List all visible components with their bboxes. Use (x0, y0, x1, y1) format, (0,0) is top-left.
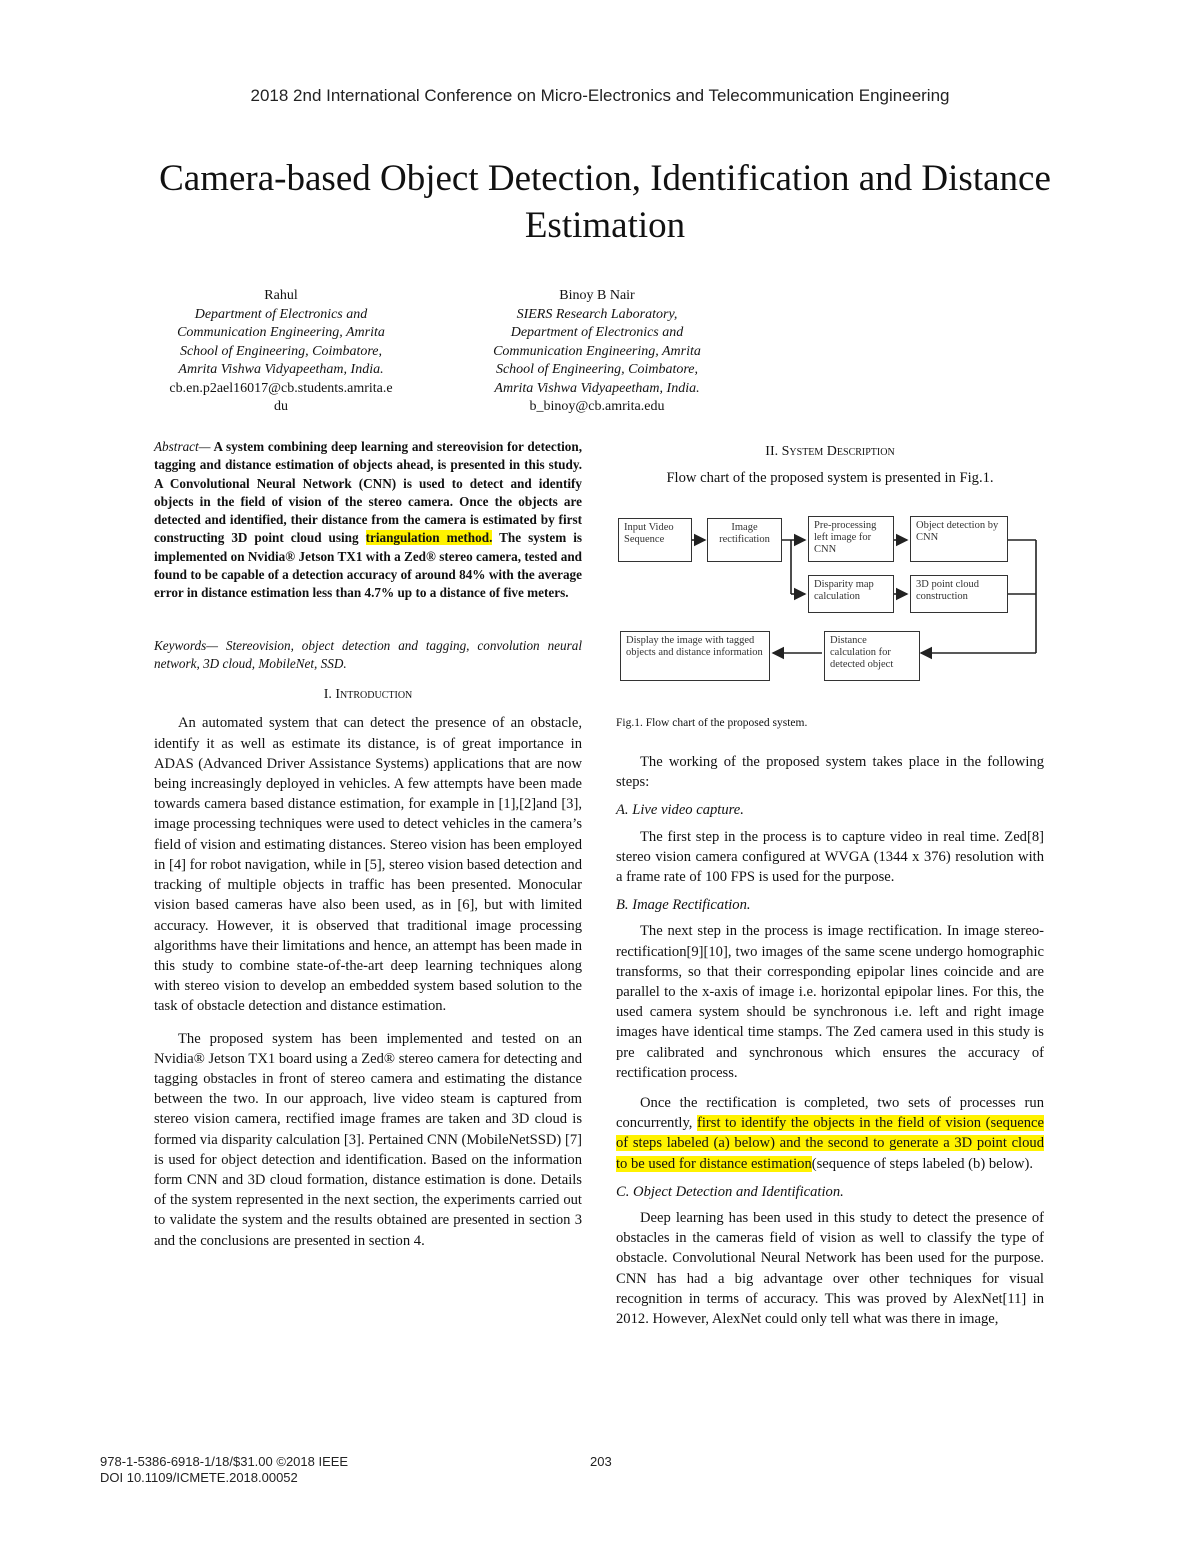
author-affiliation-line: Department of Electronics and (510, 325, 684, 340)
author-affiliation-line: Department of Electronics and (194, 306, 368, 322)
flow-preprocessing: Pre-processing left image for CNN (808, 516, 894, 562)
flow-chart-figure (612, 507, 1052, 695)
subsection-b-text: The next step in the process is image rectification. In image stereo-rectification[9][10], two images of the same scene undergo homographic transforms, so that their corresponding epipolar lines coincide and are parallel to the x-axis of image i.e. horizontal epipolar lines. For this, the used camera system should be synchronous i.e. left and right image images have identical time stamps. The Zed camera used in this study is pre calibrated and synchronous which ensures the accuracy of rectification process. (616, 923, 1044, 1081)
author-block-1 (150, 287, 412, 417)
author-affiliation-line: Amrita Vishwa Vidyapeetham, India. (494, 380, 700, 396)
author-affiliation-line: School of Engineering, Coimbatore, (179, 343, 383, 359)
author-affiliation-line: Communication Engineering, Amrita (177, 325, 385, 340)
footer-copyright (100, 1454, 348, 1486)
paper-title: Camera-based Object Detection, Identification and Distance Estimation (159, 158, 1051, 246)
abstract (154, 438, 582, 603)
author-email-cont: du (274, 399, 288, 414)
author-affiliation-line: School of Engineering, Coimbatore, (495, 362, 699, 377)
author-email: cb.en.p2ael16017@cb.students.amrita.e (169, 380, 393, 396)
abstract-label: Abstract— (154, 439, 211, 454)
right-column-body (616, 752, 1044, 1329)
subsection-a-heading: A. Live video capture. (616, 802, 744, 819)
author-block-2 (466, 287, 728, 417)
intro-paragraph-1: An automated system that can detect the presence of an obstacle, identify it as well as estimate its distance, is of great importance in ADAS (Advanced Driver Assistance Systems) applications that are now being increasingly deployed in vehicles. A few attempts have been made towards camera based distance estimation, for example in [1],[2]and [3], image processing techniques were used to detect vehicles in the camera’s field of vision and estimating distances. Stereo vision has been employed in [4] for robot navigation, while in [5], stereo vision based detection and tracking of multiple objects in traffic has been presented. Monocular vision based cameras have also been used, as in [6], but with limited accuracy. However, it is observed that traditional image processing algorithms have their limitations and hence, an attempt has been made in this study to combine state-of-the-art deep learning techniques along with stereo vision to develop an embedded system based solution to the task of obstacle detection and distance estimation. (154, 715, 582, 1015)
left-column (154, 438, 582, 1251)
keywords: Keywords— Stereovision, object detection and tagging, convolution neural network, 3D cloud, MobileNet, SSD. (154, 637, 582, 671)
system-intro: Flow chart of the proposed system is presented in Fig.1. (666, 470, 994, 487)
author-email: b_binoy@cb.amrita.edu (529, 399, 665, 414)
abstract-text: A system combining deep learning and stereovision for detection, tagging and distance estimation of objects ahead, is presented in this study. A Convolutional Neural Network (CNN) is used to detect and identify objects in the field of vision of the stereo camera. Once the objects are detected and identified, their distance from the camera is estimated by first constructing 3D point cloud using (154, 439, 582, 546)
author-affiliation-line: Communication Engineering, Amrita (493, 343, 701, 359)
flow-distance-calculation: Distance calculation for detected object (824, 631, 920, 681)
right-column-top (616, 442, 1044, 488)
subsection-c-heading: C. Object Detection and Identification. (616, 1183, 844, 1200)
page-number: 203 (590, 1454, 612, 1469)
conference-header: 2018 2nd International Conference on Micro-Electronics and Telecommunication Engineering (250, 86, 950, 105)
flow-display-output: Display the image with tagged objects and distance information (620, 631, 770, 681)
author-name: Rahul (264, 288, 298, 303)
flow-object-detection: Object detection by CNN (910, 516, 1008, 562)
subsection-c-text: Deep learning has been used in this study to detect the presence of obstacles in the cameras field of vision as well to classify the type of obstacle. Convolutional Neural Network has been used for the purpose. CNN has had a big advantage over other techniques for visual recognition in terms of accuracy. This was proved by AlexNet[11] in 2012. However, AlexNet could only tell what was there in image, (616, 1210, 1044, 1328)
abstract-highlight: triangulation method. (365, 530, 493, 546)
subsection-a-text: The first step in the process is to capture video in real time. Zed[8] stereo vision camera configured at WVGA (1344 x 376) resolution with a frame rate of 100 FPS is used for the purpose. (616, 828, 1044, 886)
flow-image-rectification: Image rectification (707, 518, 782, 562)
footer-isbn: 978-1-5386-6918-1/18/$31.00 ©2018 IEEE (100, 1454, 349, 1469)
highlighted-text: first to identify the objects in the field of vision (sequence of steps labeled (a) below) and the second to generate a 3D point cloud to be used for distance estimation (616, 1115, 1044, 1172)
flow-point-cloud: 3D point cloud construction (910, 575, 1008, 613)
intro-paragraph-2: The proposed system has been implemented and tested on an Nvidia® Jetson TX1 board using a Zed® stereo camera for detecting and tagging obstacles in front of stereo camera and estimating the distance between the two. In our approach, live video steam is captured from stereo vision camera, rectified image frames are taken and 3D cloud is formed via disparity calculation [3]. Pertained CNN (MobileNetSSD) [7] is used for object detection and identification. Based on the information form CNN and 3D cloud formation, distance estimation is done. Details of the system represented in the next section, the experiments carried out to validate the system and the results obtained are presented in section 3 and the conclusions are presented in section 4. (154, 1030, 582, 1249)
abstract-text-cont: The system is implemented on Nvidia® Jetson TX1 with a Zed® stereo camera, tested and found to be capable of a detection accuracy of around 84% with the average error in distance estimation less than 4.7% up to a distance of five meters. (154, 530, 582, 601)
author-affiliation-line: Amrita Vishwa Vidyapeetham, India. (178, 362, 384, 377)
section-heading-intro: I. Introduction (323, 687, 413, 703)
section-heading-system: II. System Description (765, 444, 895, 459)
author-name: Binoy B Nair (559, 288, 635, 303)
author-affiliation-line: SIERS Research Laboratory, (516, 306, 678, 322)
figure-caption: Fig.1. Flow chart of the proposed system. (616, 717, 808, 729)
flow-input-video: Input Video Sequence (618, 518, 692, 562)
steps-intro: The working of the proposed system takes place in the following steps: (616, 754, 1044, 791)
subsection-b-heading: B. Image Rectification. (616, 897, 751, 914)
footer-doi: DOI 10.1109/ICMETE.2018.00052 (100, 1470, 298, 1485)
flow-disparity-map: Disparity map calculation (808, 575, 894, 613)
subsection-b-paragraph-2: Once the rectification is completed, two sets of processes run concurrently, first to identify the objects in the field of vision (sequence of steps labeled (a) below) and the second to generate a 3D point cloud to be used for distance estimation(sequence of steps labeled (b) below). (616, 1095, 1044, 1172)
